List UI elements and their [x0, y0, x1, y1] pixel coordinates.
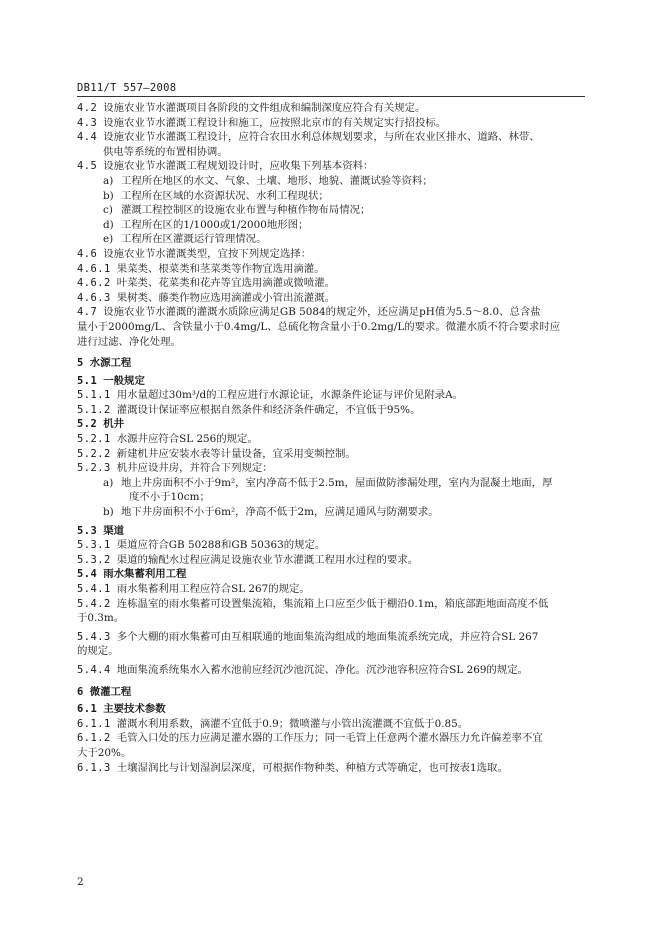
list-text: 地上井房面积不小于9m²，室内净高不低于2.5m，屋面做防渗漏处理，室内为混凝土地面，厚 [121, 476, 553, 489]
clause-number: 4.3 [77, 116, 98, 129]
clause-5-4-3 [77, 630, 597, 645]
section-title: 一般规定 [103, 374, 145, 387]
section-title: 机井 [103, 418, 125, 431]
clause-4-7-continuation: 量小于2000mg/L、含铁量小于0.4mg/L、总硫化物含量小于0.2mg/L的要求。微灌水质不符合要求时应 [77, 320, 561, 333]
section-title: 雨水集蓄利用工程 [103, 568, 187, 581]
subsection-heading-5-1 [77, 374, 597, 389]
section-number: 5.4 [77, 568, 98, 581]
clause-number: 5.4.3 [77, 630, 111, 643]
clause-number: 6.1.3 [77, 761, 111, 774]
clause-number: 5.2.2 [77, 447, 111, 460]
clause-4-6-3 [77, 291, 597, 306]
list-label: a) [103, 476, 114, 489]
clause-number: 4.6.2 [77, 277, 111, 290]
list-item-e [77, 232, 597, 247]
subsection-heading-5-4 [77, 567, 597, 582]
clause-number: 4.4 [77, 131, 98, 144]
clause-number: 4.7 [77, 306, 98, 319]
clause-5-4-1 [77, 582, 597, 597]
clause-5-3-2 [77, 553, 597, 568]
list-item-c [77, 203, 597, 218]
clause-number: 4.6.1 [77, 262, 111, 275]
subsection-heading-5-3 [77, 524, 597, 539]
clause-number: 5.1.2 [77, 403, 111, 416]
list-item-b [77, 189, 597, 204]
list-text: 工程所在区灌溉运行管理情况。 [121, 233, 267, 246]
clause-text: 设施农业节水灌溉项目各阶段的文件组成和编制深度应符合有关规定。 [103, 102, 426, 114]
list-label: d) [103, 218, 114, 231]
list-label: c) [103, 204, 113, 217]
clause-number: 4.6.3 [77, 291, 111, 304]
clause-text: 水源井应符合SL 256的规定。 [116, 433, 258, 446]
clause-number: 5.4.4 [77, 663, 111, 676]
clause-5-1-2 [77, 403, 597, 418]
clause-number: 5.2.3 [77, 462, 111, 475]
clause-6-1-2-continuation: 大于20%。 [77, 746, 132, 759]
section-title: 渠道 [103, 524, 125, 537]
clause-number: 5.4.1 [77, 583, 111, 595]
clause-4-6 [77, 247, 597, 262]
clause-text: 多个大棚的雨水集蓄可由互相联通的地面集流沟组成的地面集流系统完成，并应符合SL 267 [116, 630, 539, 643]
clause-text: 设施农业节水灌溉的灌溉水质除应满足GB 5084的规定外，还应满足pH值为5.5～8.0、总含盐 [103, 306, 541, 319]
list-label: b) [103, 506, 114, 519]
clause-5-3-1 [77, 538, 597, 553]
clause-text: 毛管入口处的压力应满足灌水器的工作压力；同一毛管上任意两个灌水器压力允许偏差率不宜 [116, 732, 543, 745]
clause-text: 灌溉水利用系数，滴灌不宜低于0.9；微喷灌与小管出流灌溉不宜低于0.85。 [116, 717, 469, 730]
clause-text: 果菜类、根菜类和茎菜类等作物宜选用滴灌。 [116, 262, 325, 275]
clause-4-3 [77, 116, 597, 131]
clause-number: 4.6 [77, 247, 98, 260]
clause-number: 5.1.1 [77, 389, 111, 402]
clause-text: 渠道应符合GB 50288和GB 50363的规定。 [116, 539, 326, 552]
list-text: 工程所在地区的水文、气象、土壤、地形、地貌、灌溉试验等资料； [121, 174, 433, 187]
clause-number: 5.2.1 [77, 433, 111, 446]
clause-number: 6.1.2 [77, 732, 111, 745]
clause-5-4-4 [77, 663, 597, 678]
list-label: e) [103, 233, 114, 246]
clause-number: 5.3.1 [77, 539, 111, 552]
section-number: 5 [77, 357, 84, 370]
list-item-a-continuation: 度不小于10cm； [129, 491, 210, 504]
clause-5-2-1 [77, 432, 597, 447]
clause-number: 6.1.1 [77, 717, 111, 730]
section-heading-5 [77, 356, 597, 371]
clause-text: 设施农业节水灌溉工程设计，应符合农田水利总体规划要求，与所在农业区排水、道路、林带、 [103, 131, 540, 144]
standard-code-header: DB11/T 557—2008 [77, 82, 177, 94]
clause-4-4 [77, 130, 597, 145]
clause-text: 用水量超过30m³/d的工程应进行水源论证，水源条件论证与评价见附录A。 [116, 389, 464, 402]
section-title: 微灌工程 [89, 685, 132, 698]
clause-5-4-2 [77, 597, 597, 612]
clause-text: 灌溉设计保证率应根据自然条件和经济条件确定，不宜低于95%。 [116, 403, 421, 416]
section-heading-6 [77, 685, 597, 700]
subsection-heading-6-1 [77, 702, 597, 717]
document-body [77, 101, 597, 775]
list-item-d [77, 218, 597, 233]
clause-number: 4.2 [77, 102, 98, 114]
clause-6-1-1 [77, 717, 597, 732]
section-number: 6 [77, 685, 84, 698]
clause-5-4-3-continuation: 的规定。 [77, 645, 119, 658]
list-text: 工程所在区的1/1000或1/2000地形图； [121, 218, 309, 231]
clause-4-2 [77, 101, 597, 116]
list-item-b [77, 505, 597, 520]
list-text: 灌溉工程控制区的设施农业布置与种植作物布局情况； [121, 204, 371, 217]
clause-6-1-2 [77, 731, 597, 746]
clause-text: 设施农业节水灌溉工程规划设计时，应收集下列基本资料： [103, 160, 374, 173]
header-divider [77, 96, 585, 97]
clause-text: 地面集流系统集水入蓄水池前应经沉沙池沉淀、净化。沉沙池容积应符合SL 269的规定。 [116, 663, 528, 676]
section-number: 5.2 [77, 418, 98, 431]
list-item-a [77, 476, 597, 491]
clause-text: 设施农业节水灌溉类型，宜按下列规定选择： [103, 247, 312, 260]
clause-text: 新建机井应安装水表等计量设备，宜采用变频控制。 [116, 447, 356, 460]
list-text: 工程所在区域的水资源状况、水利工程现状； [121, 189, 329, 202]
clause-text: 土壤湿润比与计划湿润层深度，可根据作物种类、种植方式等确定，也可按表1选取。 [116, 761, 508, 774]
list-item-a [77, 174, 597, 189]
clause-4-7-continuation-2: 进行过滤、净化处理。 [77, 335, 181, 348]
clause-text: 叶菜类、花菜类和花卉等宜选用滴灌或微喷灌。 [116, 277, 335, 290]
clause-text: 渠道的输配水过程应满足设施农业节水灌溉工程用水过程的要求。 [116, 553, 419, 566]
clause-text: 雨水集蓄利用工程应符合SL 267的规定。 [116, 583, 310, 595]
clause-text: 果树类、藤类作物应选用滴灌或小管出流灌溉。 [116, 291, 335, 304]
subsection-heading-5-2 [77, 417, 597, 432]
clause-text: 机井应设井房，并符合下列规定： [116, 462, 273, 475]
clause-number: 4.5 [77, 160, 98, 173]
page-number: 2 [77, 876, 84, 888]
section-title: 水源工程 [89, 357, 132, 370]
clause-number: 5.4.2 [77, 597, 111, 610]
section-number: 6.1 [77, 703, 98, 716]
clause-4-6-2 [77, 276, 597, 291]
clause-5-2-3 [77, 461, 597, 476]
list-text: 地下井房面积不小于6m²，净高不低于2m，应满足通风与防潮要求。 [121, 506, 439, 519]
clause-6-1-3 [77, 761, 597, 776]
list-label: b) [103, 189, 114, 202]
section-number: 5.1 [77, 374, 98, 387]
clause-4-4-continuation: 供电等系统的布置相协调。 [103, 145, 228, 158]
clause-5-1-1 [77, 388, 597, 403]
clause-5-4-2-continuation: 于0.3m。 [77, 612, 125, 625]
clause-4-7 [77, 305, 597, 320]
section-title: 主要技术参数 [103, 703, 166, 716]
clause-text: 设施农业节水灌溉工程设计和施工，应按照北京市的有关规定实行招投标。 [103, 116, 447, 129]
clause-5-2-2 [77, 447, 597, 462]
clause-number: 5.3.2 [77, 553, 111, 566]
clause-4-5 [77, 159, 597, 174]
list-label: a) [103, 174, 114, 187]
clause-text: 连栋温室的雨水集蓄可设置集流箱，集流箱上口应至少低于棚沿0.1m，箱底部距地面高度不低 [116, 597, 549, 610]
section-number: 5.3 [77, 524, 98, 537]
clause-4-6-1 [77, 262, 597, 277]
